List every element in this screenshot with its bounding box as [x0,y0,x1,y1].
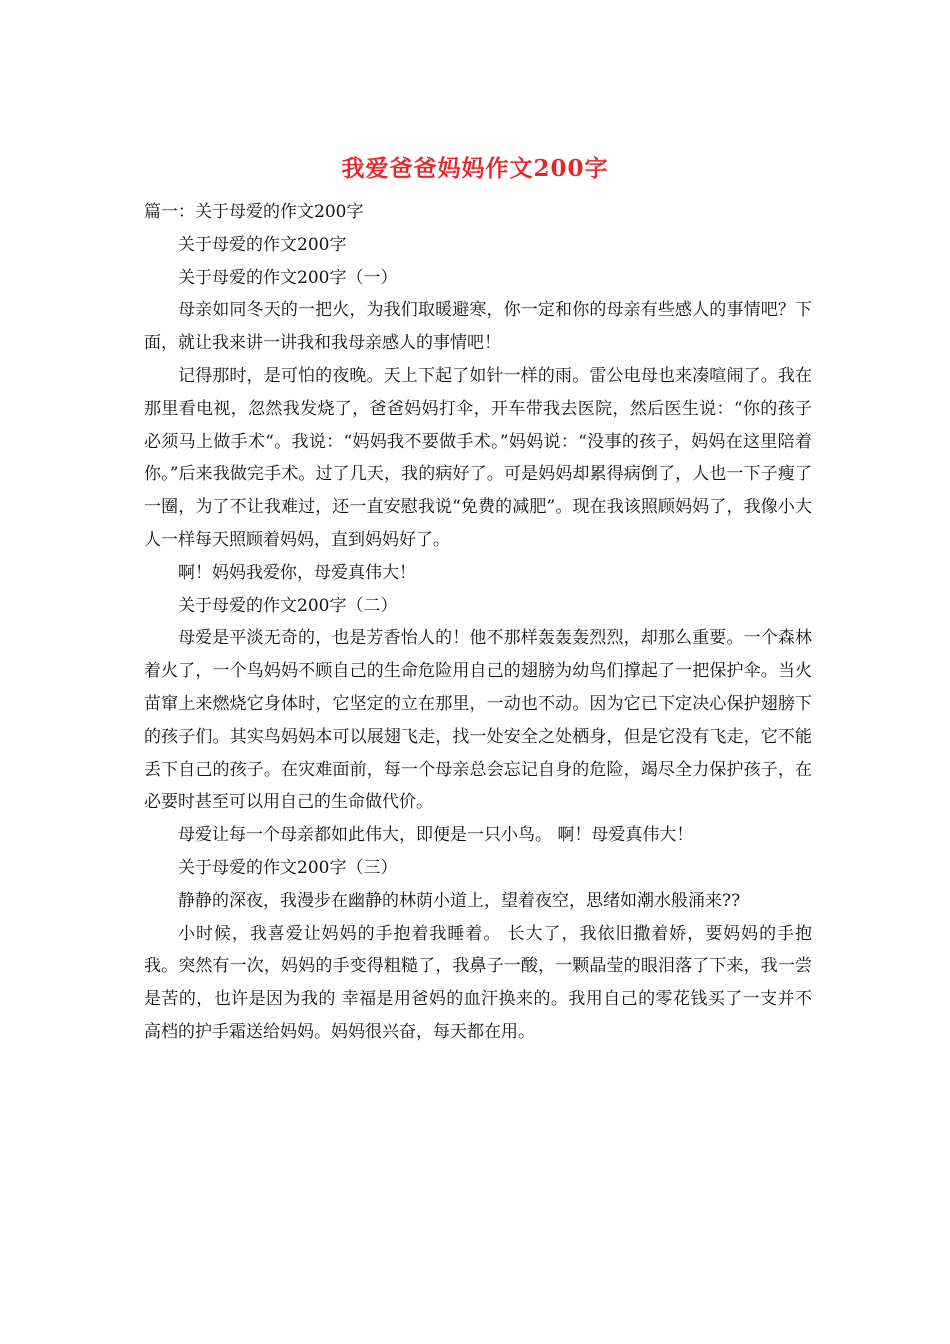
paragraph: 静静的深夜，我漫步在幽静的林荫小道上，望着夜空，思绪如潮水般涌来?? [178,890,741,911]
paragraph: 母爱是平淡无奇的，也是芳香怡人的！他不那样轰轰轰烈烈，却那么重要。一个森林着火了，一个鸟妈妈不顾自己的生命危险用自己的翅膀为幼鸟们撑起了一把保护伞。当火苗窜上来燃烧它身体时，它坚定的立在那里，一动也不动。因为它已下定决心保护翅膀下的孩子们。其实鸟妈妈本可以展翅飞走，找一处安全之处栖身，但是它没有飞走，它不能丢下自己的孩子。在灾难面前，每一个母亲总会忘记自身的危险，竭尽全力保护孩子，在必要时甚至可以用自己的生命做代价。 [144,628,812,813]
document-title: 我爱爸爸妈妈作文200字 [341,155,609,182]
paragraph: 母爱让每一个母亲都如此伟大，即便是一只小鸟。 啊！母爱真伟大！ [178,825,694,846]
document-body [144,196,812,1049]
paragraph: 母亲如同冬天的一把火，为我们取暖避寒，你一定和你的母亲有些感人的事情吧？下面，就让我来讲一讲我和我母亲感人的事情吧！ [144,300,812,354]
section-heading: 篇一：关于母爱的作文200字 [144,202,364,222]
paragraph: 记得那时，是可怕的夜晚。天上下起了如针一样的雨。雷公电母也来凑喧闹了。我在那里看电视，忽然我发烧了，爸爸妈妈打伞，开车带我去医院，然后医生说：“你的孩子必须马上做手术“。我说：“妈妈我不要做手术。”妈妈说：“没事的孩子，妈妈在这里陪着你。”后来我做完手术。过了几天，我的病好了。可是妈妈却累得病倒了，人也一下子瘦了一圈，为了不让我难过，还一直安慰我说“免费的减肥”。现在我该照顾妈妈了，我像小大人一样每天照顾着妈妈，直到妈妈好了。 [144,365,812,550]
paragraph: 啊！妈妈我爱你，母爱真伟大！ [178,562,416,583]
subheading: 关于母爱的作文200字（二） [178,595,398,616]
paragraph: 小时候，我喜爱让妈妈的手抱着我睡着。 长大了，我依旧撒着娇，要妈妈的手抱我。突然有一次，妈妈的手变得粗糙了，我鼻子一酸，一颗晶莹的眼泪落了下来，我一尝是苦的，也许是因为我的 幸福是用爸妈的血汗换来的。我用自己的零花钱买了一支并不高档的护手霜送给妈妈。妈妈很兴奋，每天都在用。 [144,923,812,1042]
subheading: 关于母爱的作文200字 [178,234,347,255]
subheading: 关于母爱的作文200字（一） [178,267,398,288]
subheading: 关于母爱的作文200字（三） [178,857,398,878]
